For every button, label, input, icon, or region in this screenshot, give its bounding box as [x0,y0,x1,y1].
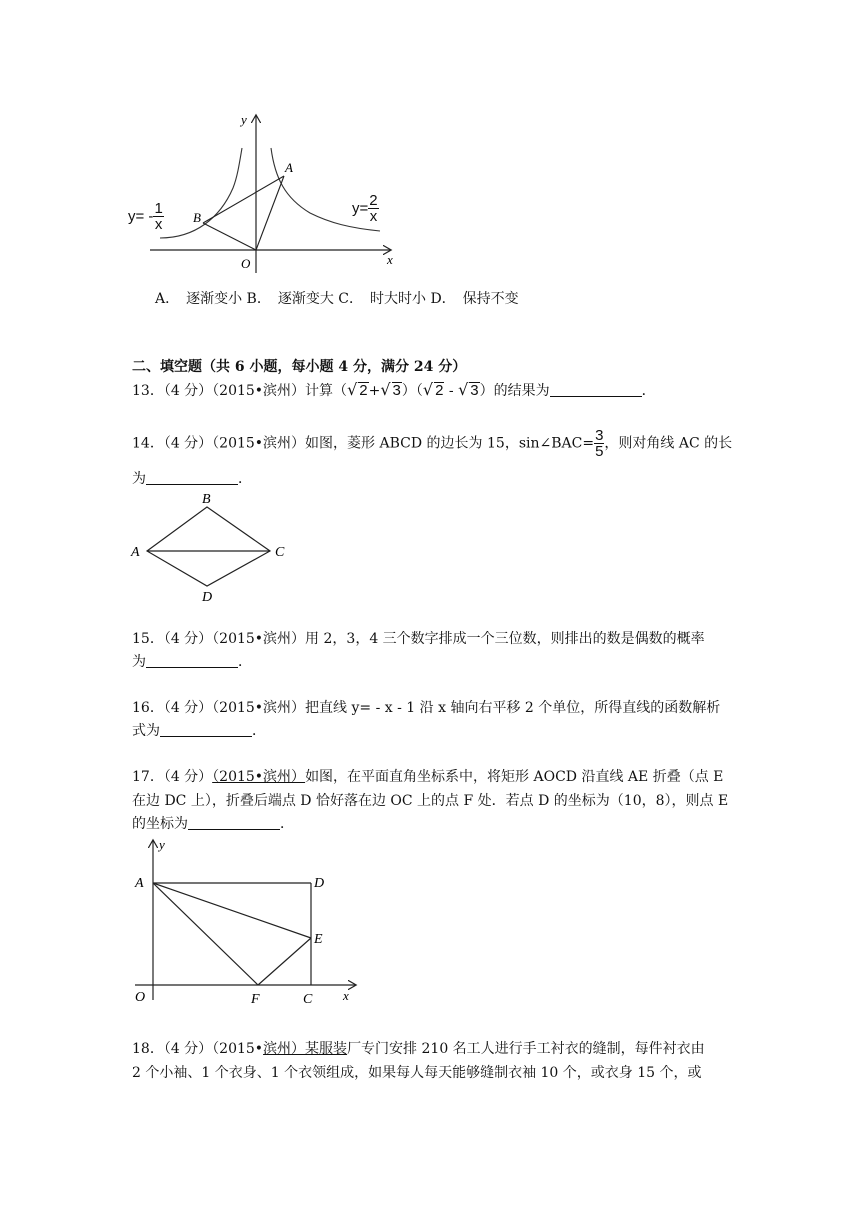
q15-line2-prefix: 为 [132,654,146,670]
point-d-label: D [314,876,325,891]
point-c-label: C [303,992,313,1007]
point-f-label: F [251,992,260,1007]
section-title: 二、填空题（共 6 小题，每小题 4 分，满分 24 分） [132,359,467,375]
q13-answer-blank[interactable] [550,382,642,397]
question-17-line-2: 在边 DC 上），折叠后端点 D 恰好落在边 OC 上的点 F 处．若点 D 的坐标为（10，8），则点 E [132,793,729,809]
question-13 [132,381,656,400]
question-15-line-1: 15．（4 分）（2015•滨州）用 2，3，4 三个数字排成一个三位数，则排出的数是偶数的概率 [132,631,705,647]
point-b-label: B [193,210,201,225]
question-17-line-1 [132,768,723,786]
q17-line3-end: ． [280,816,294,832]
q15-answer-blank[interactable] [146,653,238,668]
rhombus-label-c: C [275,545,285,560]
question-14-line-2 [132,470,252,488]
q17-line1-c: 如图，在平面直角坐标系中，将矩形 AOCD 沿直线 AE 折叠（点 E [305,769,724,785]
rhombus-label-d: D [202,590,213,605]
rectangle-fold-figure [125,835,365,1010]
right-curve-equation [352,193,379,224]
question-14-line-1 [132,428,732,459]
q18-line1-a: 18．（4 分）（2015• [132,1041,264,1057]
q15-line2-end: ． [238,654,252,670]
q16-line2-prefix: 式为 [132,723,160,739]
question-17-line-3 [132,815,294,833]
q14-prefix: 14．（4 分）（2015•滨州）如图，菱形 ABCD 的边长为 15，sin∠BAC= [132,435,595,452]
segment-fe [258,938,311,985]
q14-answer-blank[interactable] [146,470,238,485]
question-16-line-1: 16．（4 分）（2015•滨州）把直线 y= - x - 1 沿 x 轴向右平移 2 个单位，所得直线的函数解析 [132,700,721,716]
left-curve-num: 1 [154,200,163,217]
q13-end: ． [641,383,656,399]
q13-minus: - [444,383,459,399]
q13-radicand-2: 3 [392,382,401,399]
y-axis-label: y [241,112,247,127]
left-hyperbola-curve [160,148,242,238]
right-curve-prefix: y= [352,200,369,217]
right-curve-fraction [368,193,378,224]
q13-radicand-3: 2 [435,382,444,399]
q18-line1-c: 厂专门安排 210 名工人进行手工衬衣的缝制，每件衬衣由 [347,1041,705,1057]
right-curve-num: 2 [369,192,378,209]
segment-ae [153,883,311,938]
origin-label: O [241,256,251,271]
segment-ob [203,223,256,250]
q13-radicand-1: 2 [359,382,368,399]
q13-plus: + [368,383,381,399]
q14-frac-num: 3 [595,427,604,444]
sqrt-icon: √ [347,380,358,399]
sqrt-icon: √ [422,380,434,399]
q17-line1-b: （2015•滨州） [212,769,306,785]
point-a-label: A [285,160,293,175]
q13-radicand-4: 3 [470,382,479,399]
sqrt-icon: √ [380,380,391,399]
right-curve-den: x [369,208,378,225]
question-18-line-1 [132,1040,705,1058]
rhombus-label-b: B [202,492,211,507]
q12-options: A． 逐渐变小 B． 逐渐变大 C． 时大时小 D． 保持不变 [155,291,519,307]
q13-mid: ）（ [401,383,423,399]
q17-line3-prefix: 的坐标为 [132,816,188,832]
q13-prefix: 13．（4 分）（2015•滨州）计算（ [132,383,348,399]
q14-line2-prefix: 为 [132,471,146,487]
q17-answer-blank[interactable] [188,815,280,830]
segment-ab [203,176,284,223]
origin-label: O [135,990,146,1005]
q16-line2-end: ． [252,723,266,739]
left-curve-fraction [153,201,163,232]
left-curve-den: x [154,216,163,233]
q14-suffix: ，则对角线 AC 的长 [604,435,733,452]
q17-line1-a: 17．（4 分） [132,769,213,785]
y-axis-label: y [159,837,165,852]
question-18-line-2: 2 个小袖、1 个衣身、1 个衣领组成，如果每人每天能够缝制衣袖 10 个，或衣身 15 个，或 [132,1065,702,1081]
question-15-line-2 [132,653,252,671]
segment-af [153,883,258,985]
x-axis-label: x [343,988,349,1003]
left-curve-prefix: y= - [128,208,154,225]
question-16-line-2 [132,722,266,740]
q14-fraction [594,428,604,459]
x-axis-label: x [387,252,393,267]
left-curve-equation [128,201,164,232]
rhombus-abcd [147,507,270,586]
q18-line1-b: 滨州）某服装 [263,1041,348,1057]
segment-oa [256,176,284,250]
q14-line2-end: ． [238,471,252,487]
rhombus-figure [125,490,300,605]
q13-suffix: ）的结果为 [479,383,550,399]
point-a-label: A [135,876,144,891]
sqrt-icon: √ [458,380,469,399]
q16-answer-blank[interactable] [160,722,252,737]
point-e-label: E [314,932,323,947]
rhombus-label-a: A [131,545,140,560]
q14-frac-den: 5 [595,443,604,460]
